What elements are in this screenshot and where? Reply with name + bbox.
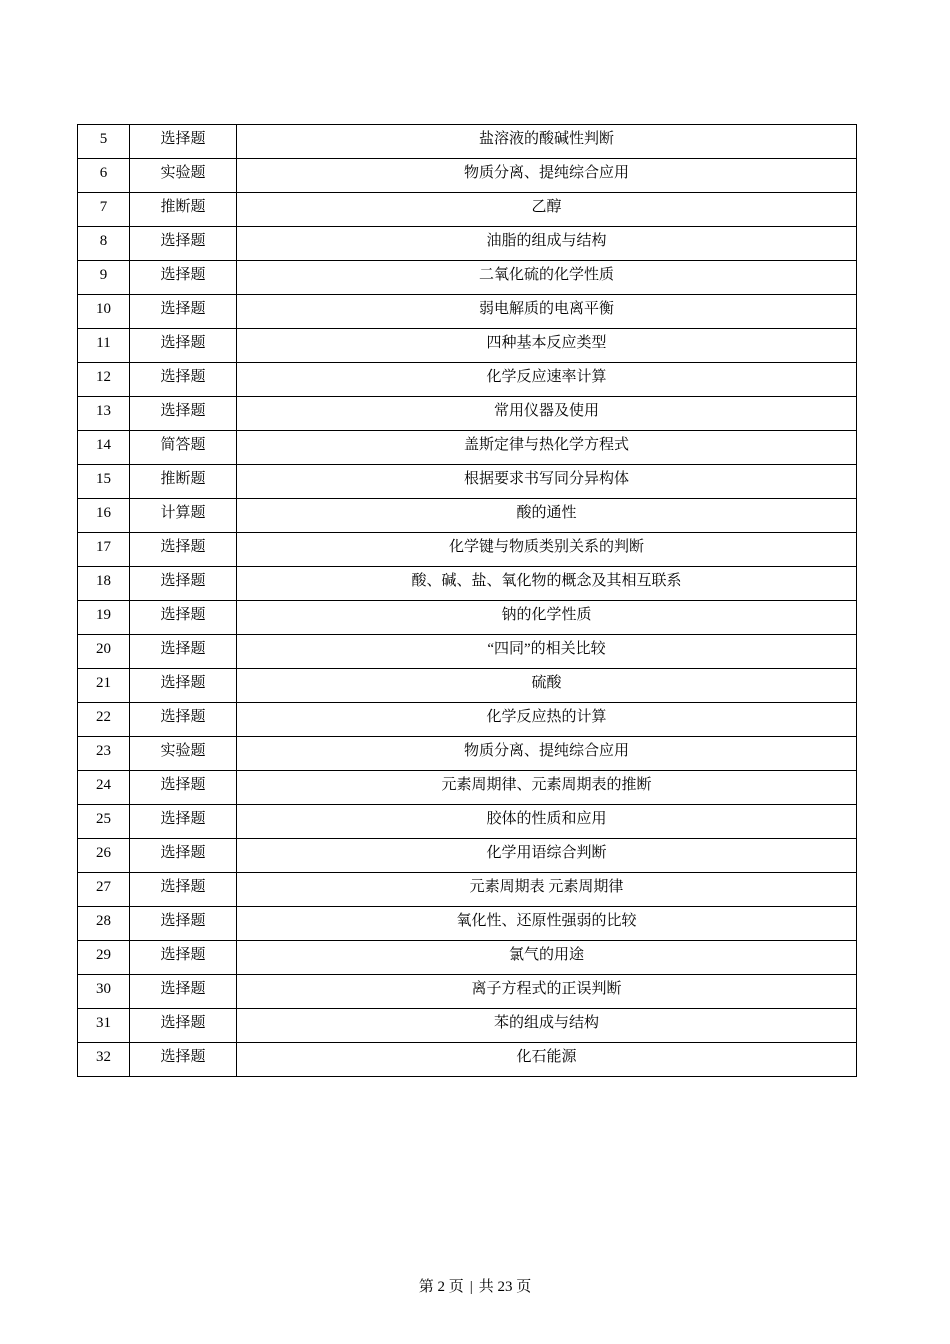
question-number-cell: 24 [78, 771, 130, 805]
table-row [78, 193, 857, 227]
table-row [78, 907, 857, 941]
question-type-cell: 选择题 [130, 329, 237, 363]
table-row [78, 1043, 857, 1077]
total-pages: 共 23 页 [478, 1279, 532, 1295]
knowledge-point-cell: 氧化性、还原性强弱的比较 [237, 907, 857, 941]
table-row [78, 567, 857, 601]
table-row [78, 499, 857, 533]
page-footer [0, 1277, 950, 1297]
question-number-cell: 31 [78, 1009, 130, 1043]
question-type-cell: 选择题 [130, 805, 237, 839]
question-type-cell: 选择题 [130, 839, 237, 873]
table-row [78, 839, 857, 873]
table-row [78, 261, 857, 295]
question-number-cell: 14 [78, 431, 130, 465]
question-number-cell: 29 [78, 941, 130, 975]
question-number-cell: 30 [78, 975, 130, 1009]
knowledge-point-cell: 物质分离、提纯综合应用 [237, 737, 857, 771]
table-row [78, 601, 857, 635]
question-topic-table [77, 124, 857, 1077]
question-number-cell: 7 [78, 193, 130, 227]
knowledge-point-cell: 盐溶液的酸碱性判断 [237, 125, 857, 159]
question-type-cell: 选择题 [130, 771, 237, 805]
question-type-cell: 计算题 [130, 499, 237, 533]
page-number: 第 2 页 [418, 1279, 464, 1295]
question-number-cell: 23 [78, 737, 130, 771]
question-number-cell: 17 [78, 533, 130, 567]
knowledge-point-cell: 物质分离、提纯综合应用 [237, 159, 857, 193]
knowledge-point-cell: 化学反应热的计算 [237, 703, 857, 737]
table-row [78, 159, 857, 193]
knowledge-point-cell: 硫酸 [237, 669, 857, 703]
question-number-cell: 25 [78, 805, 130, 839]
table-row [78, 329, 857, 363]
question-type-cell: 选择题 [130, 669, 237, 703]
table-row [78, 737, 857, 771]
knowledge-point-cell: 乙醇 [237, 193, 857, 227]
knowledge-point-cell: “四同”的相关比较 [237, 635, 857, 669]
question-number-cell: 28 [78, 907, 130, 941]
table-row [78, 1009, 857, 1043]
question-number-cell: 5 [78, 125, 130, 159]
question-type-cell: 选择题 [130, 363, 237, 397]
question-number-cell: 11 [78, 329, 130, 363]
knowledge-point-cell: 化石能源 [237, 1043, 857, 1077]
knowledge-point-cell: 化学反应速率计算 [237, 363, 857, 397]
question-number-cell: 9 [78, 261, 130, 295]
question-number-cell: 32 [78, 1043, 130, 1077]
knowledge-point-cell: 氯气的用途 [237, 941, 857, 975]
question-type-cell: 选择题 [130, 533, 237, 567]
table-row [78, 295, 857, 329]
table-row [78, 771, 857, 805]
footer-separator: | [469, 1279, 473, 1295]
knowledge-point-cell: 酸的通性 [237, 499, 857, 533]
knowledge-point-cell: 四种基本反应类型 [237, 329, 857, 363]
knowledge-point-cell: 化学用语综合判断 [237, 839, 857, 873]
question-number-cell: 21 [78, 669, 130, 703]
question-number-cell: 26 [78, 839, 130, 873]
table-row [78, 941, 857, 975]
question-number-cell: 18 [78, 567, 130, 601]
table-row [78, 669, 857, 703]
table-body [78, 125, 857, 1077]
table-row [78, 533, 857, 567]
question-number-cell: 16 [78, 499, 130, 533]
knowledge-point-cell: 胶体的性质和应用 [237, 805, 857, 839]
question-type-cell: 选择题 [130, 567, 237, 601]
knowledge-point-cell: 元素周期表 元素周期律 [237, 873, 857, 907]
question-type-cell: 选择题 [130, 227, 237, 261]
table-row [78, 975, 857, 1009]
table-row [78, 227, 857, 261]
question-type-cell: 简答题 [130, 431, 237, 465]
table-row [78, 397, 857, 431]
question-type-cell: 选择题 [130, 635, 237, 669]
table-row [78, 805, 857, 839]
knowledge-point-cell: 油脂的组成与结构 [237, 227, 857, 261]
table-row [78, 635, 857, 669]
question-type-cell: 选择题 [130, 261, 237, 295]
table-row [78, 703, 857, 737]
knowledge-point-cell: 弱电解质的电离平衡 [237, 295, 857, 329]
knowledge-point-cell: 常用仪器及使用 [237, 397, 857, 431]
question-type-cell: 实验题 [130, 737, 237, 771]
table-row [78, 125, 857, 159]
knowledge-point-cell: 化学键与物质类别关系的判断 [237, 533, 857, 567]
table-row [78, 873, 857, 907]
question-number-cell: 12 [78, 363, 130, 397]
question-number-cell: 22 [78, 703, 130, 737]
question-number-cell: 15 [78, 465, 130, 499]
knowledge-point-cell: 苯的组成与结构 [237, 1009, 857, 1043]
question-number-cell: 19 [78, 601, 130, 635]
table-row [78, 363, 857, 397]
question-type-cell: 选择题 [130, 295, 237, 329]
question-type-cell: 推断题 [130, 465, 237, 499]
question-number-cell: 6 [78, 159, 130, 193]
knowledge-point-cell: 离子方程式的正误判断 [237, 975, 857, 1009]
question-number-cell: 20 [78, 635, 130, 669]
question-type-cell: 选择题 [130, 975, 237, 1009]
question-type-cell: 选择题 [130, 1009, 237, 1043]
question-type-cell: 选择题 [130, 1043, 237, 1077]
question-type-cell: 选择题 [130, 703, 237, 737]
table-row [78, 465, 857, 499]
question-type-cell: 选择题 [130, 873, 237, 907]
knowledge-point-cell: 盖斯定律与热化学方程式 [237, 431, 857, 465]
question-type-cell: 选择题 [130, 601, 237, 635]
question-type-cell: 实验题 [130, 159, 237, 193]
question-type-cell: 选择题 [130, 125, 237, 159]
question-type-cell: 选择题 [130, 907, 237, 941]
question-number-cell: 27 [78, 873, 130, 907]
question-type-cell: 推断题 [130, 193, 237, 227]
question-type-cell: 选择题 [130, 397, 237, 431]
knowledge-point-cell: 元素周期律、元素周期表的推断 [237, 771, 857, 805]
question-number-cell: 13 [78, 397, 130, 431]
question-type-cell: 选择题 [130, 941, 237, 975]
table-row [78, 431, 857, 465]
question-number-cell: 8 [78, 227, 130, 261]
knowledge-point-cell: 钠的化学性质 [237, 601, 857, 635]
knowledge-point-cell: 酸、碱、盐、氧化物的概念及其相互联系 [237, 567, 857, 601]
knowledge-point-cell: 二氧化硫的化学性质 [237, 261, 857, 295]
knowledge-point-cell: 根据要求书写同分异构体 [237, 465, 857, 499]
question-number-cell: 10 [78, 295, 130, 329]
